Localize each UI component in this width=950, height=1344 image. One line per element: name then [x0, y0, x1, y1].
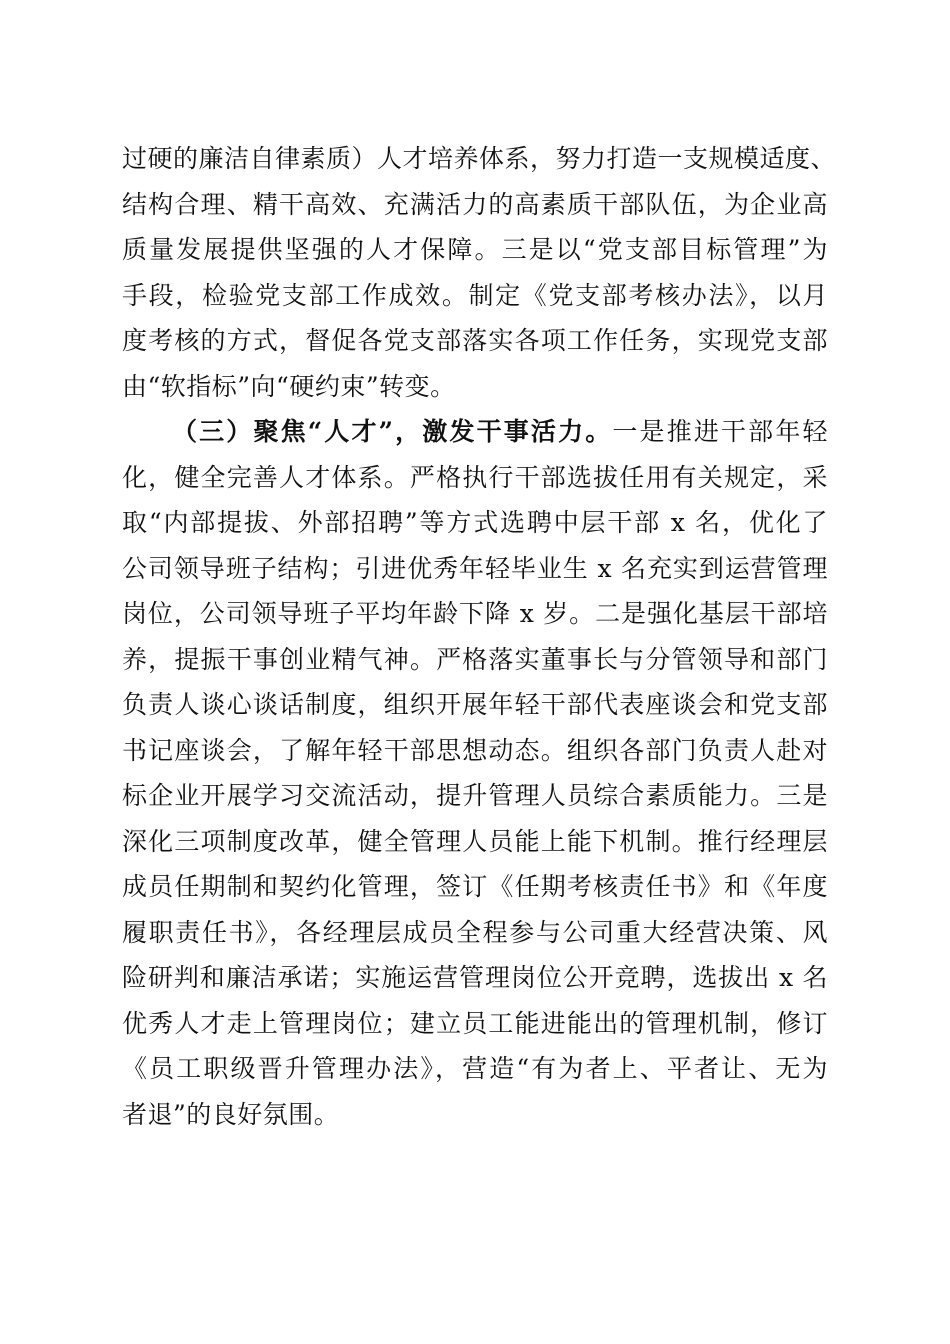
paragraph-line: 由“软指标”向“硬约束”转变。	[122, 371, 456, 401]
section-first-line-text: 一是推进干部年轻	[612, 417, 828, 446]
paragraph-line: 标企业开展学习交流活动，提升管理人员综合素质能力。三是	[122, 781, 828, 810]
paragraph-line: 险研判和廉洁承诺；实施运营管理岗位公开竞聘，选拔出 x 名	[122, 963, 828, 992]
paragraph-line: 者退”的良好氛围。	[122, 1099, 340, 1129]
paragraph-line: 结构合理、精干高效、充满活力的高素质干部队伍，为企业高	[122, 189, 828, 219]
document-body	[122, 136, 837, 1137]
paragraph-line: 优秀人才走上管理岗位；建立员工能进能出的管理机制，修订	[122, 1008, 828, 1038]
paragraph-line: 度考核的方式，督促各党支部落实各项工作任务，实现党支部	[122, 326, 828, 355]
paragraph-line: 成员任期制和契约化管理，签订《任期考核责任书》和《年度	[122, 872, 828, 901]
paragraph-line: 化，健全完善人才体系。严格执行干部选拔任用有关规定，采	[122, 462, 828, 492]
paragraph-line: 书记座谈会，了解年轻干部思想动态。组织各部门负责人赴对	[122, 735, 828, 765]
paragraph-line: 公司领导班子结构；引进优秀年轻毕业生 x 名充实到运营管理	[122, 553, 828, 583]
paragraph-line: 履职责任书》，各经理层成员全程参与公司重大经营决策、风	[122, 917, 828, 947]
paragraph-line: 过硬的廉洁自律素质）人才培养体系，努力打造一支规模适度、	[122, 144, 837, 173]
paragraph-line: 取“内部提拔、外部招聘”等方式选聘中层干部 x 名，优化了	[122, 508, 828, 537]
section-first-line	[122, 409, 828, 455]
section-heading: （三）聚焦“人才”，激发干事活力。	[172, 417, 613, 446]
paragraph-line: 手段，检验党支部工作成效。制定《党支部考核办法》，以月	[122, 280, 828, 310]
paragraph-line: 养，提振干事创业精气神。严格落实董事长与分管领导和部门	[122, 644, 828, 674]
paragraph-line: 岗位，公司领导班子平均年龄下降 x 岁。二是强化基层干部培	[122, 599, 828, 628]
paragraph-line: 负责人谈心谈话制度，组织开展年轻干部代表座谈会和党支部	[122, 690, 828, 719]
paragraph-line: 《员工职级晋升管理办法》，营造“有为者上、平者让、无为	[122, 1054, 828, 1083]
paragraph-line: 深化三项制度改革，健全管理人员能上能下机制。推行经理层	[122, 826, 828, 856]
paragraph-line: 质量发展提供坚强的人才保障。三是以“党支部目标管理”为	[122, 235, 828, 264]
